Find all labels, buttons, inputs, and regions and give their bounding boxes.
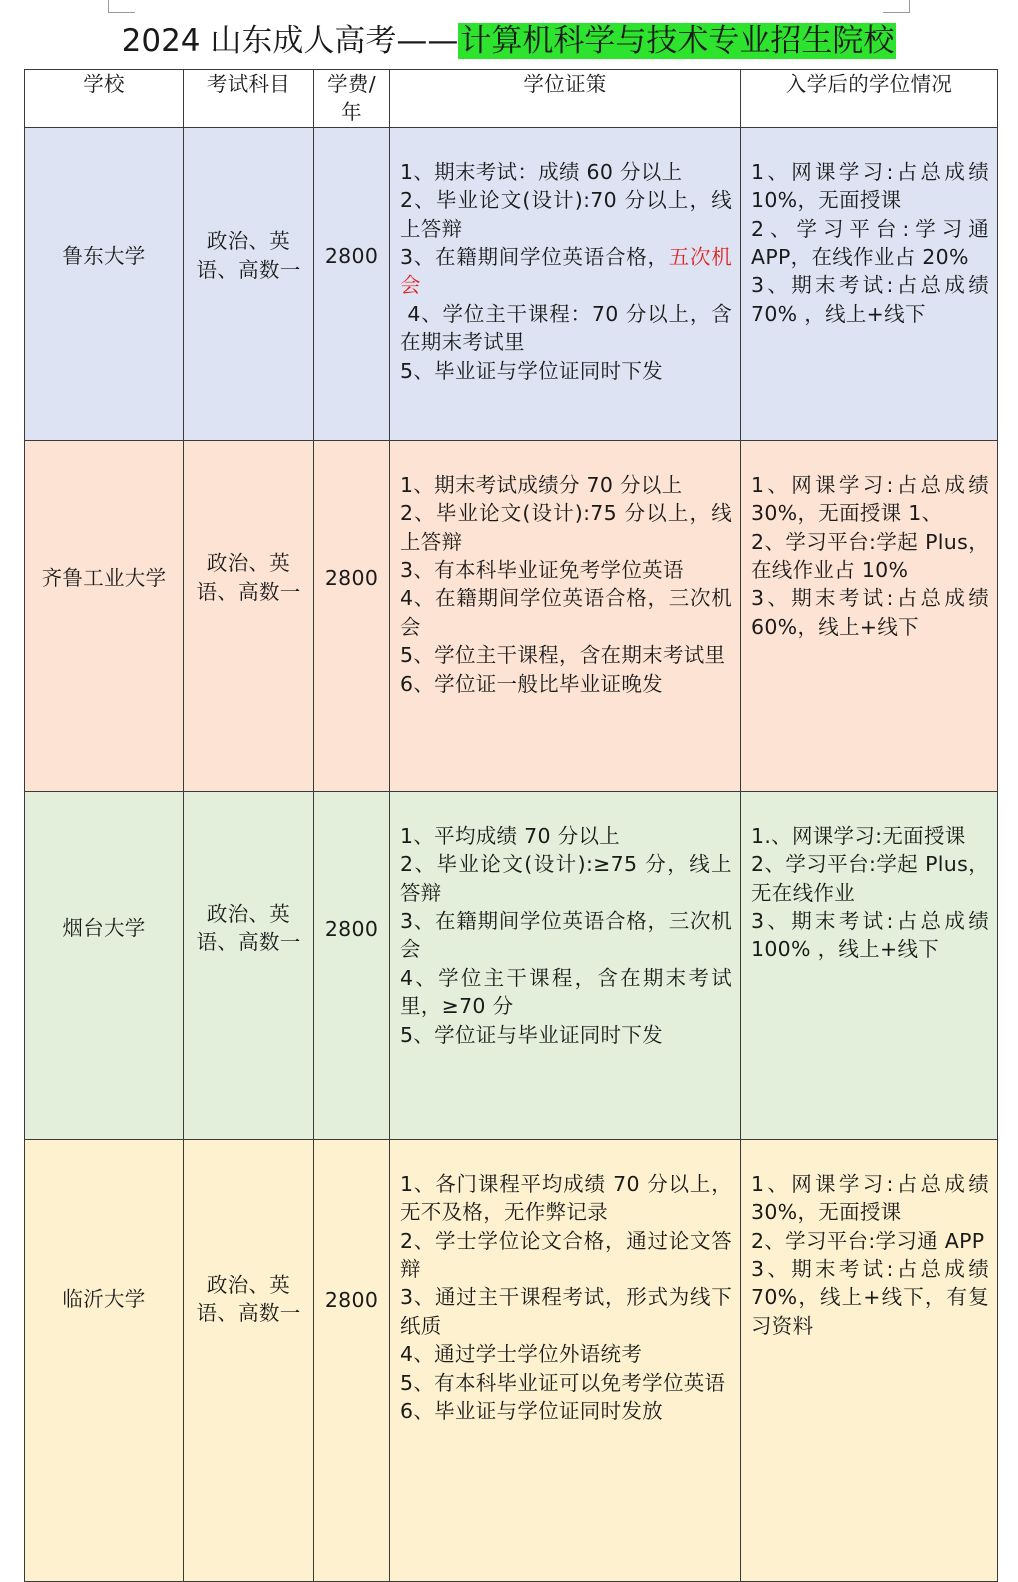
- policy-line: [400, 243, 732, 300]
- header-policy: 学位证策: [390, 70, 741, 128]
- policy-line: 5、有本科毕业证可以免考学位英语: [400, 1370, 726, 1395]
- degree-policy: [390, 440, 741, 791]
- after-line: 2、学习平台:学习通 APP: [751, 1228, 985, 1253]
- policy-line: 2、毕业论文(设计):75 分以上，线上答辩: [400, 501, 732, 554]
- policy-highlight-text: 五次机会: [400, 245, 732, 298]
- policy-line: 4、学位主干课程，含在期末考试里，≥70 分: [400, 965, 732, 1019]
- policy-line: 5、毕业证与学位证同时下发: [400, 358, 663, 383]
- header-school: 学校: [25, 70, 184, 128]
- after-line: 1、网课学习:占总成绩 30%，无面授课 1、: [751, 472, 989, 526]
- exam-subjects: 政治、英语、高数一: [184, 1139, 314, 1581]
- title-highlight: 计算机科学与技术专业招生院校: [460, 23, 895, 59]
- tuition-fee: 2800: [314, 127, 390, 440]
- table-header-row: [25, 70, 998, 128]
- policy-line: 3、在籍期间学位英语合格，三次机会: [400, 909, 732, 962]
- after-enrollment-info: [741, 127, 998, 440]
- header-fee: 学费/年: [314, 70, 390, 128]
- policy-line: 2、毕业论文(设计):70 分以上，线上答辩: [400, 188, 732, 241]
- tuition-fee: 2800: [314, 440, 390, 791]
- after-line: 3、期末考试:占总成绩 70%，线上+线下，有复习资料: [751, 1257, 989, 1338]
- policy-line: 4、在籍期间学位英语合格，三次机会: [400, 586, 732, 639]
- school-name: 鲁东大学: [25, 127, 184, 440]
- policy-line: 4、学位主干课程：70 分以上，含在期末考试里: [400, 301, 732, 355]
- table-row: [25, 791, 998, 1139]
- school-name: 烟台大学: [25, 791, 184, 1139]
- header-after-enrollment: 入学后的学位情况: [741, 70, 998, 128]
- policy-line: 6、学位证一般比毕业证晚发: [400, 671, 663, 696]
- degree-policy: [390, 791, 741, 1139]
- header-subjects: 考试科目: [184, 70, 314, 128]
- title-prefix: 2024 山东成人高考——: [121, 23, 459, 59]
- exam-subjects: 政治、英语、高数一: [184, 127, 314, 440]
- tuition-fee: 2800: [314, 1139, 390, 1581]
- after-enrollment-info: [741, 440, 998, 791]
- after-enrollment-info: [741, 791, 998, 1139]
- exam-subjects: 政治、英语、高数一: [184, 791, 314, 1139]
- tuition-fee: 2800: [314, 791, 390, 1139]
- admissions-table: [24, 69, 998, 1582]
- policy-text: 3、在籍期间学位英语合格，: [400, 245, 669, 270]
- policy-line: 1、各门课程平均成绩 70 分以上，无不及格，无作弊记录: [400, 1171, 732, 1225]
- after-enrollment-info: [741, 1139, 998, 1581]
- after-line: 2、学习平台:学起 Plus，无在线作业: [751, 852, 989, 905]
- crop-mark-left: [108, 0, 135, 13]
- policy-line: 1、期末考试：成绩 60 分以上: [400, 159, 683, 184]
- policy-line: 5、学位主干课程，含在期末考试里: [400, 643, 726, 668]
- degree-policy: [390, 127, 741, 440]
- after-line: 1、网课学习:占总成绩 10%，无面授课: [751, 159, 989, 213]
- policy-line: 1、平均成绩 70 分以上: [400, 823, 621, 848]
- table-row: [25, 440, 998, 791]
- after-line: 2、学习平台:学起 Plus，在线作业占 10%: [751, 529, 989, 583]
- policy-line: 6、毕业证与学位证同时发放: [400, 1399, 663, 1424]
- after-line: 1、网课学习:占总成绩 30%，无面授课: [751, 1171, 989, 1225]
- after-line: 3、期末考试:占总成绩 70% ，线上+线下: [751, 273, 989, 326]
- policy-line: 3、通过主干课程考试，形式为线下纸质: [400, 1285, 732, 1338]
- exam-subjects: 政治、英语、高数一: [184, 440, 314, 791]
- table-row: [25, 1139, 998, 1581]
- school-name: 临沂大学: [25, 1139, 184, 1581]
- after-line: 3、期末考试:占总成绩 60%，线上+线下: [751, 586, 989, 639]
- policy-line: 2、毕业论文(设计):≥75 分，线上答辩: [400, 852, 732, 905]
- crop-mark-right: [883, 0, 910, 13]
- policy-line: 1、期末考试成绩分 70 分以上: [400, 472, 683, 497]
- after-line: 2、学习平台:学习通 APP，在线作业占 20%: [751, 216, 989, 270]
- policy-line: 5、学位证与毕业证同时下发: [400, 1022, 663, 1047]
- policy-line: 3、有本科毕业证免考学位英语: [400, 558, 684, 583]
- policy-line: 2、学士学位论文合格，通过论文答辩: [400, 1228, 732, 1282]
- policy-line: 4、通过学士学位外语统考: [400, 1342, 643, 1367]
- degree-policy: [390, 1139, 741, 1581]
- school-name: 齐鲁工业大学: [25, 440, 184, 791]
- page-title: [0, 20, 1018, 62]
- after-line: 3、期末考试:占总成绩 100% ，线上+线下: [751, 909, 989, 962]
- table-row: [25, 127, 998, 440]
- after-line: 1.、网课学习:无面授课: [751, 823, 966, 848]
